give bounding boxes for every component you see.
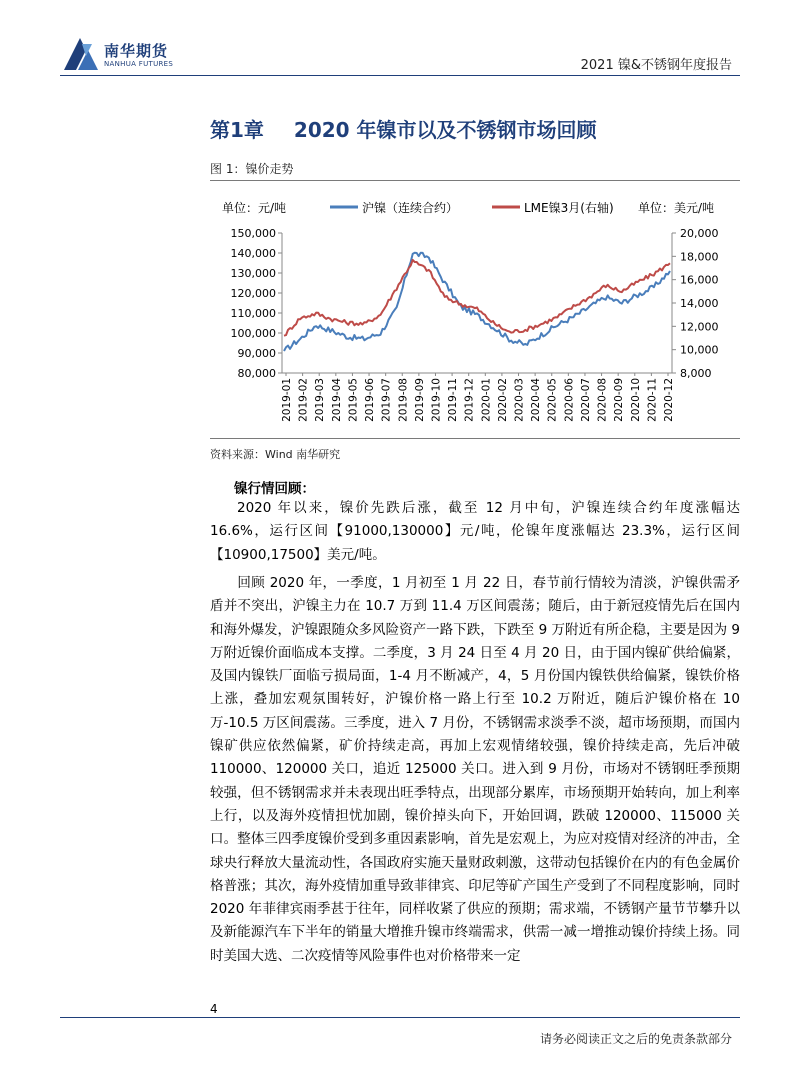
x-tick-label: 2020-02 <box>496 378 509 422</box>
series-line-shfe-nickel <box>284 253 670 351</box>
x-tick-label: 2019-02 <box>297 378 310 422</box>
paragraph-1 <box>210 497 740 567</box>
brand-logo <box>62 36 182 72</box>
left-tick-label: 100,000 <box>230 327 276 340</box>
x-tick-label: 2020-10 <box>629 378 642 422</box>
right-tick-label: 8,000 <box>680 367 712 380</box>
x-tick-label: 2019-11 <box>447 378 460 422</box>
x-tick-label: 2019-10 <box>430 378 443 422</box>
x-tick-label: 2019-06 <box>364 378 377 422</box>
left-tick-label: 120,000 <box>230 287 276 300</box>
x-tick-label: 2019-01 <box>281 378 293 422</box>
x-tick-label: 2020-09 <box>613 378 626 422</box>
page-number: 4 <box>210 1002 218 1016</box>
legend-item-lme <box>492 200 614 215</box>
report-title: 2021 镍&不锈钢年度报告 <box>580 58 732 73</box>
left-tick-label: 130,000 <box>230 267 276 280</box>
x-tick-label: 2020-01 <box>480 378 493 422</box>
x-tick-label: 2019-03 <box>314 378 327 422</box>
figure-bottom-rule <box>210 438 740 439</box>
x-tick-label: 2019-08 <box>397 378 410 422</box>
x-tick-label: 2020-12 <box>663 378 675 422</box>
paragraph-2-text: 回顾 2020 年，一季度，1 月初至 1 月 22 日，春节前行情较为清淡，沪镍供需矛盾并不突出，沪镍主力在 10.7 万到 11.4 万区间震荡；随后，由于新冠疫情先后在国内和海外爆发，沪镍跟随众多风险资产一路下跌，下跌至 9 万附近有所企稳，主要是因为 9 万附近镍价面临成本支撑。二季度，3 月 24 日至 4 月 20 日，由于国内镍矿供给偏紧，及国内镍铁厂面临亏损局面，1-4 月不断减产，4，5 月份国内镍铁供给偏紧，镍铁价格上涨，叠加宏观氛围转好，沪镍价格一路上行至 10.2 万附近，随后沪镍价格在 10 万-10.5 万区间震荡。三季度，进入 7 月份，不锈钢需求淡季不淡，超市场预期，而国内镍矿供应依然偏紧，矿价持续走高，再加上宏观情绪较强，镍价持续走高，先后冲破 110000、120000 关口，追近 125000 关口。进入到 9 月份，市场对不锈钢旺季预期较强，但不锈钢需求并未表现出旺季特点，出现部分累库，市场预期开始转向，加上利率上行，以及海外疫情担忧加剧，镍价掉头向下，开始回调，跌破 120000、115000 关口。整体三四季度镍价受到多重因素影响，首先是宏观上，为应对疫情对经济的冲击，全球央行释放大量流动性，各国政府实施天量财政刺激，这带动包括镍价在内的有色金属价格普涨；其次，海外疫情加重导致菲律宾、印尼等矿产国生产受到了不同程度影响，同时 2020 年菲律宾雨季甚于往年，同样收紧了供应的预期；需求端，不锈钢产量节节攀升以及新能源汽车下半年的销量大增推升镍市终端需求，供需一减一增推动镍价持续上扬。同时美国大选、二次疫情等风险事件也对价格带来一定 <box>210 575 740 964</box>
chapter-number: 第1章 <box>210 118 264 142</box>
right-tick-label: 12,000 <box>680 320 719 334</box>
legend-label-shfe: 沪镍（连续合约） <box>362 201 459 215</box>
section-title: 镍行情回顾： <box>234 481 315 497</box>
brand-name: 南华期货 <box>104 42 169 60</box>
footer-divider <box>60 1017 740 1018</box>
plot-area <box>231 227 719 422</box>
figure-caption: 图 1：镍价走势 <box>210 162 294 176</box>
nickel-price-chart <box>210 184 740 434</box>
paragraph-2 <box>210 572 740 968</box>
left-tick-label: 90,000 <box>237 347 276 360</box>
x-tick-label: 2020-07 <box>579 378 592 422</box>
brand-subtitle: NANHUA FUTURES <box>104 60 174 68</box>
x-tick-label: 2020-06 <box>563 378 576 422</box>
nanhua-logo-icon <box>62 36 100 72</box>
right-tick-label: 16,000 <box>680 273 719 287</box>
chapter-heading <box>210 114 597 143</box>
left-tick-label: 150,000 <box>230 227 276 240</box>
figure-source: 资料来源：Wind 南华研究 <box>210 448 341 461</box>
legend-item-shfe <box>330 200 458 215</box>
legend-label-lme: LME镍3月(右轴) <box>524 201 614 215</box>
header-divider <box>60 75 740 76</box>
x-tick-label: 2020-03 <box>513 378 526 422</box>
x-tick-label: 2019-04 <box>330 378 343 422</box>
chart-left-unit: 单位：元/吨 <box>222 201 287 215</box>
x-tick-label: 2019-07 <box>380 378 393 422</box>
footer-disclaimer: 请务必阅读正文之后的免责条款部分 <box>539 1032 732 1046</box>
x-tick-label: 2019-09 <box>413 378 426 422</box>
chart-right-unit: 单位：美元/吨 <box>638 201 715 215</box>
x-tick-label: 2020-08 <box>596 378 609 422</box>
x-tick-label: 2019-05 <box>347 378 360 422</box>
figure-top-rule <box>210 180 740 181</box>
left-tick-label: 140,000 <box>230 247 276 260</box>
x-tick-label: 2020-11 <box>646 378 659 422</box>
left-tick-label: 80,000 <box>237 367 276 380</box>
paragraph-1-text: 2020 年以来，镍价先跌后涨，截至 12 月中旬，沪镍连续合约年度涨幅达 16.6%，运行区间【91000,130000】元/吨，伦镍年度涨幅达 23.3%，运行区间【10900,17500】美元/吨。 <box>210 500 740 563</box>
right-tick-label: 14,000 <box>680 297 719 310</box>
x-tick-label: 2020-05 <box>546 378 559 422</box>
right-tick-label: 10,000 <box>680 343 719 357</box>
x-tick-label: 2020-04 <box>530 378 543 422</box>
right-tick-label: 20,000 <box>680 227 719 240</box>
chapter-title: 2020 年镍市以及不锈钢市场回顾 <box>293 118 597 142</box>
x-tick-label: 2019-12 <box>463 378 476 422</box>
right-tick-label: 18,000 <box>680 250 719 264</box>
left-tick-label: 110,000 <box>230 307 276 320</box>
